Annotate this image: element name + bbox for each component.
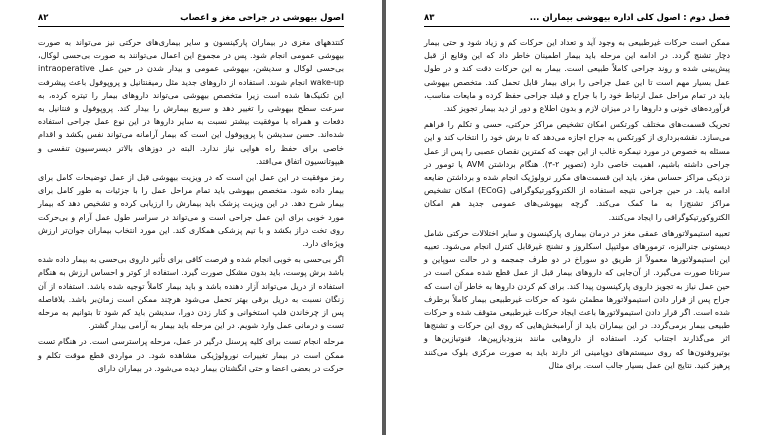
paragraph: اگر بی‌حسی به خوبی انجام شده و فرصت کافی برای تأثیر داروی بی‌حسی به بیمار داده شده باشد برش پوست، باید بدون مشکل صورت گیرد. استفاده از کوتر و احساس ارزش به هنگام استفاده از دریل می‌تواند آزار دهنده باشد و باید بیمار کاملاً توجیه شده باشد. استفاده از آن زنگان نسبت به دریل برقی بهتر تحمل می‌شود هرچند ممکن است زمان‌بر باشد. بلافاصله پس از چرخاندن فلپ استخوانی و کنار زدن دورا، سدیشن باید کم شود تا بتوانیم به مرحله تست و درمانی عمل وارد شویم. در این مرحله باید بیمار به آرامی بیدار گشتر. bbox=[38, 255, 344, 331]
paragraph: کنتدههای مغزی در بیماران پارکینسون و سایر بیماری‌های حرکتی نیز می‌تواند به صورت بیهوشی عمومی انجام شود. پس در مجموع این اعمال می‌توانند به صورت بی‌حسی لوکال، بی‌حسی لوکال و سدیشن، بیهوشی عمومی و بیدار شدن در حین عمل intraoperative wake-up انجام شوند. استفاده از داروهای جدید مثل رمیفنتانیل و پروپوفول باعث پیشرفت این تکنیک‌ها شده است زیرا متخصص بیهوشی می‌تواند داروهای بیمار را تیتره کرده، به سرعت سطح بیهوشی را تغییر دهد و سریع بیمارش را بیدار کند. پروپوفول و فنتانیل به دفعات و همراه با موفقیت بیشتر نسبت به سایر داروها در این نوع عمل جراحی استفاده شده‌اند. حسن سدیشن با پروپوفول این است که بیمار آرامانه می‌تواند نفس بکشد و اقدام خاصی برای حفظ راه هوایی نیاز ندارد. البته در دوزهای بالاتر دیسرسیون تنفسی و هیپوتانسیون اتفاق می‌افتد. bbox=[38, 38, 344, 166]
paragraph: مرحله انجام تست برای کلیه پرسنل درگیر در عمل، مرحله پراسترسی است. در هنگام تست ممکن است در بیمار تغییرات نورولوژیکی مشاهده شود. در مواردی قطع موقت تکلم و حرکت در بعضی اعضا و حتی انگشتان بیمار دیده می‌شود. در بیماران دارای bbox=[38, 337, 344, 373]
left-page bbox=[0, 0, 382, 435]
right-page-number: ۸۳ bbox=[424, 13, 435, 23]
paragraph: تحریک قسمت‌های مختلف کورتکس امکان تشخیص مراکز حرکتی، حسی و تکلم را فراهم می‌سازد. نقشه‌برداری از کورتکس به جراح اجازه می‌دهد که تا برش خود را انتخاب کند و این مسئله به خصوص در مورد نیمکره غالب از این جهت که کمترین نقصان عصبی را پس از عمل جراحی داشته باشیم، اهمیت خاصی دارد (تصویر ۲-۳). هنگام برداشتن AVM یا تومور در نزدیکی مراکز حساس مغز، باید این قسمت‌های مکرر نرولوژیک انجام شده و برداشتن ضایعه ادامه یابد. در حین جراحی نتیجه استفاده از الکتروکورتیکوگرافی (ECoG) امکان تشخیص مراکز تشنج‌زا به ما کمک می‌کند. گرچه بیهوشی‌های عمومی جدید هم امکان الکتروکورتیکوگرافی را ایجاد می‌کنند. bbox=[424, 120, 731, 222]
right-page-body bbox=[424, 36, 730, 431]
paragraph: ممکن است حرکات غیرطبیعی به وجود آید و تعداد این حرکات کم و زیاد شود و حتی بیمار دچار تشنج گردد. در ادامه این مرحله باید بیمار اطمینان خاطر داد که این وقایع از قبل پیش‌بینی شده و روند جراحی کاملاً طبیعی است. بیمار به این حرکات دقت کند و در طول عمل بسیار مهم است تا این عمل جراحی را برای بیمار قابل تحمل کند. متخصص بیهوشی باید در تمام مراحل عمل ارتباط خود را با جراح و فیلد جراحی حفظ کرده و مایعات مناسب، فرآورده‌های خونی و داروها را در میزان لازم و بدون اطلاع و دور از دید بیمار تجویز کند. bbox=[424, 38, 730, 114]
paragraph: تعبیه استیمولاتورهای عمقی مغز در درمان بیماری پارکینسون و سایر اختلالات حرکتی شامل دیستونی جنرالیزه، ترمورهای مولتیپل اسکلروز و تشنج غیرقابل کنترل انجام می‌شود. تعبیه این استیمولاتورها معمولاً از طریق دو سوراخ در دو طرف جمجمه و در حالت سوپاین و سرتاتا صورت می‌گیرد. از آن‌جایی که داروهای بیمار قبل از عمل قطع شده ممکن است در حین عمل نیاز به تجویز داروی پارکینسون پیدا کند. برای کم کردن داروها به خاطر آن است که جراح پس از قرار دادن استیمولاتورها مطمئن شود که حرکات غیرطبیعی بیمار کاملاً برطرف شده است. اگر قرار دادن استیمولاتورها باعث ایجاد حرکات غیرطبیعی متوقف شده و حرکات طبیعی بیمار برمی‌گردد. در این بیماران باید از آرامبخش‌هایی که روی این حرکات و تشنج‌ها اثر می‌گذارند اجتناب کرد. استفاده از داروهایی مانند بنزودیازپین‌ها، فنوتیازین‌ها و بوتیروفنون‌ها که روی سیستم‌های دوپامینی اثر دارند باید به صورت مرکزی بلوک می‌کنند پرهیز کنید. نتایج این عمل بسیار جالب است. برای مثال bbox=[424, 228, 730, 370]
right-page-header-title: فصل دوم : اصول کلی اداره بیهوشی بیماران ... bbox=[529, 13, 730, 23]
right-page-header bbox=[424, 12, 730, 27]
paragraph: رمز موفقیت در این عمل این است که در ویزیت بیهوشی قبل از عمل توضیحات کامل برای بیمار داده شود. متخصص بیهوشی باید تمام مراحل عمل را با جزئیات به طور کامل برای بیمار شرح دهد. در این ویزیت پزشک باید بیمارش را ارزیابی کرده و تشخیص دهد که بیمار مورد خوبی برای این عمل جراحی است و می‌تواند در سراسر طول عمل آرام و بی‌حرکت روی تخت دراز بکشد و با تیم پزشکی همکاری کند. این مورد انتخاب بیماران جوان‌تر ارزش ویژه‌ای دارد. bbox=[38, 173, 344, 249]
right-page bbox=[386, 0, 768, 435]
left-page-number: ۸۲ bbox=[38, 13, 49, 23]
left-page-body bbox=[38, 36, 344, 431]
left-page-header-title: اصول بیهوشی در جراحی مغز و اعصاب bbox=[180, 13, 344, 23]
left-page-header bbox=[38, 12, 344, 27]
